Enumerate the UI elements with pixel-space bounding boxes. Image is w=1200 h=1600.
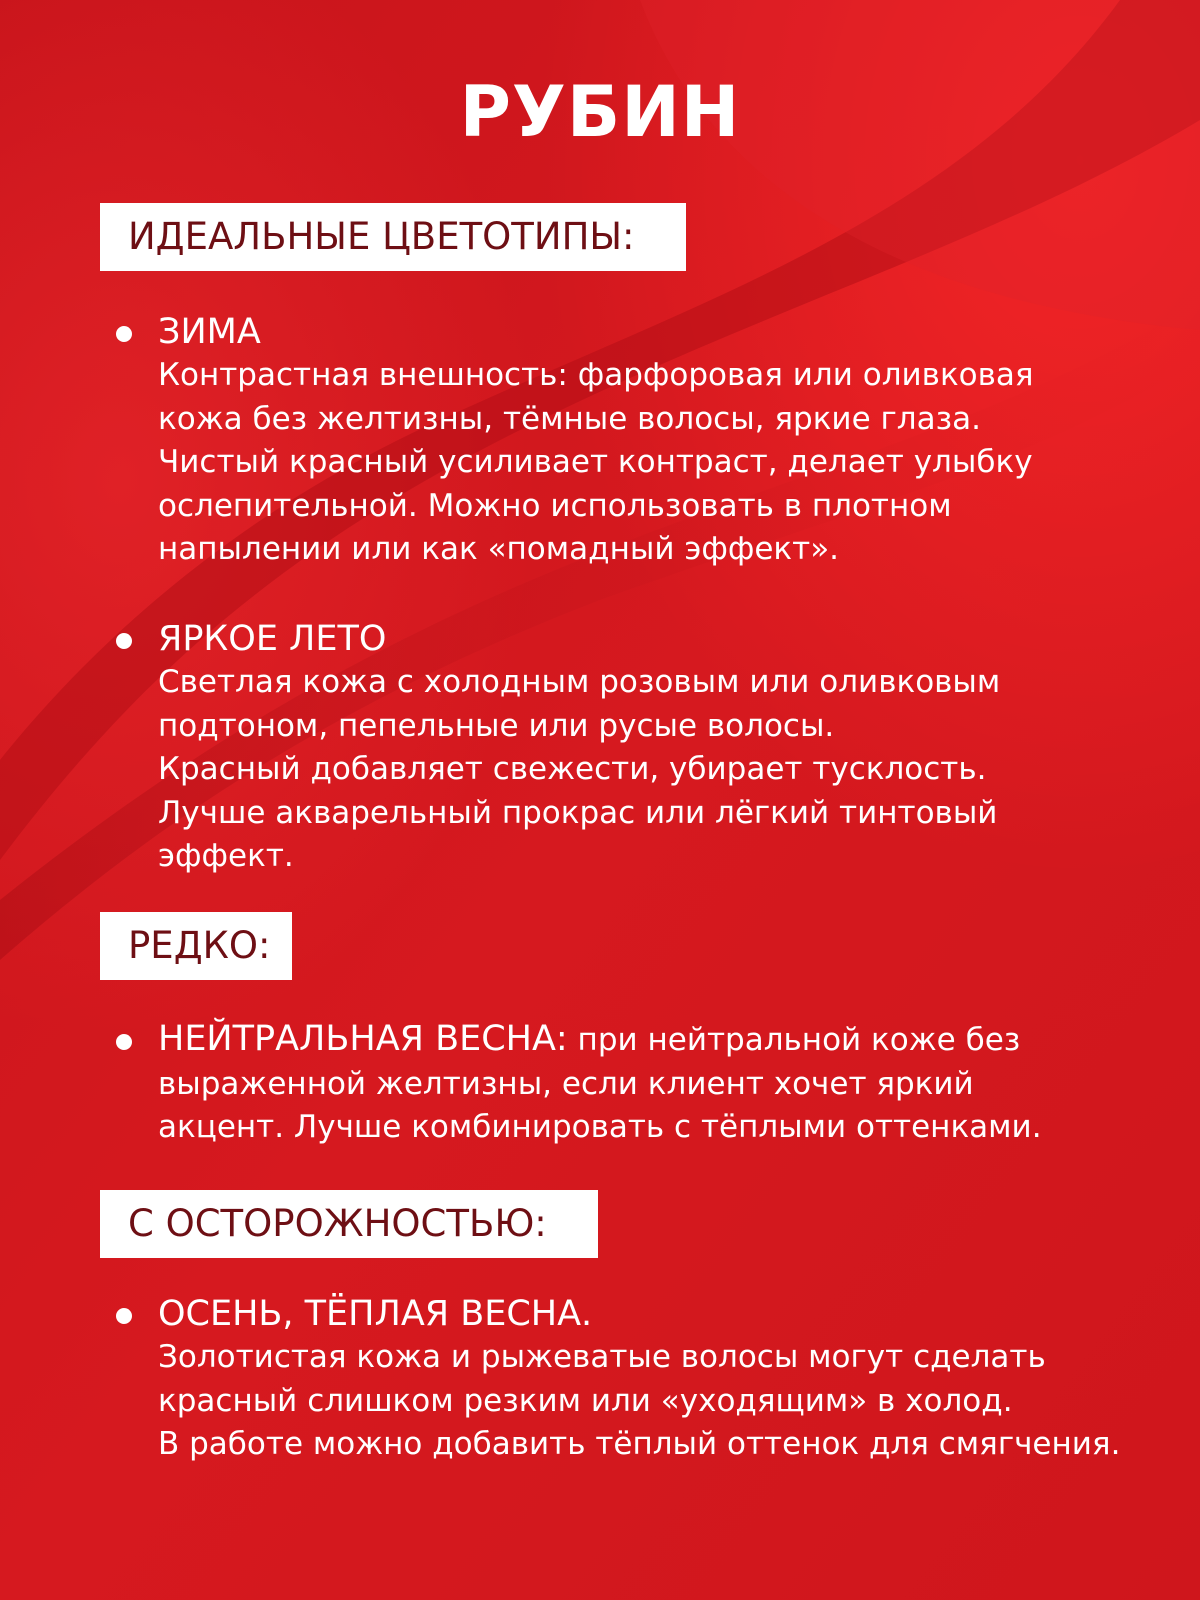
list-item xyxy=(110,1292,1170,1492)
list-item xyxy=(110,310,1170,580)
item-title: НЕЙТРАЛЬНАЯ ВЕСНА: xyxy=(158,1019,568,1059)
section-label-ideal: ИДЕАЛЬНЫЕ ЦВЕТОТИПЫ: xyxy=(100,203,686,271)
bullet-icon xyxy=(116,1308,132,1324)
bullet-icon xyxy=(116,326,132,342)
item-body: НЕЙТРАЛЬНАЯ ВЕСНА: при нейтральной коже без выраженной желтизны, если клиент хочет яркий акцент. Лучше комбинировать с тёплыми оттенками. xyxy=(158,1019,1042,1145)
bullet-icon xyxy=(116,633,132,649)
section-label-rare: РЕДКО: xyxy=(100,912,292,980)
item-body: Контрастная внешность: фарфоровая или оливковая кожа без желтизны, тёмные волосы, яркие глаза. Чистый красный усиливает контраст, делает улыбку ослепительной. Можно использовать в плотном напылении или как «помадный эффект». xyxy=(158,357,1034,567)
section-label-caution: С ОСТОРОЖНОСТЬЮ: xyxy=(100,1190,598,1258)
item-title: ОСЕНЬ, ТЁПЛАЯ ВЕСНА. xyxy=(158,1294,593,1334)
list-item xyxy=(110,1018,1170,1158)
list-item xyxy=(110,617,1170,887)
page-title: РУБИН xyxy=(459,71,741,153)
item-title: ЗИМА xyxy=(158,312,261,352)
bullet-icon xyxy=(116,1034,132,1050)
item-body: Светлая кожа с холодным розовым или оливковым подтоном, пепельные или русые волосы. Красный добавляет свежести, убирает тусклость. Лучше акварельный прокрас или лёгкий тинтовый эффект. xyxy=(158,664,1001,874)
item-title: ЯРКОЕ ЛЕТО xyxy=(158,619,387,659)
item-body: Золотистая кожа и рыжеватые волосы могут сделать красный слишком резким или «уходящим» в холод. В работе можно добавить тёплый оттенок для смягчения. xyxy=(158,1339,1121,1462)
